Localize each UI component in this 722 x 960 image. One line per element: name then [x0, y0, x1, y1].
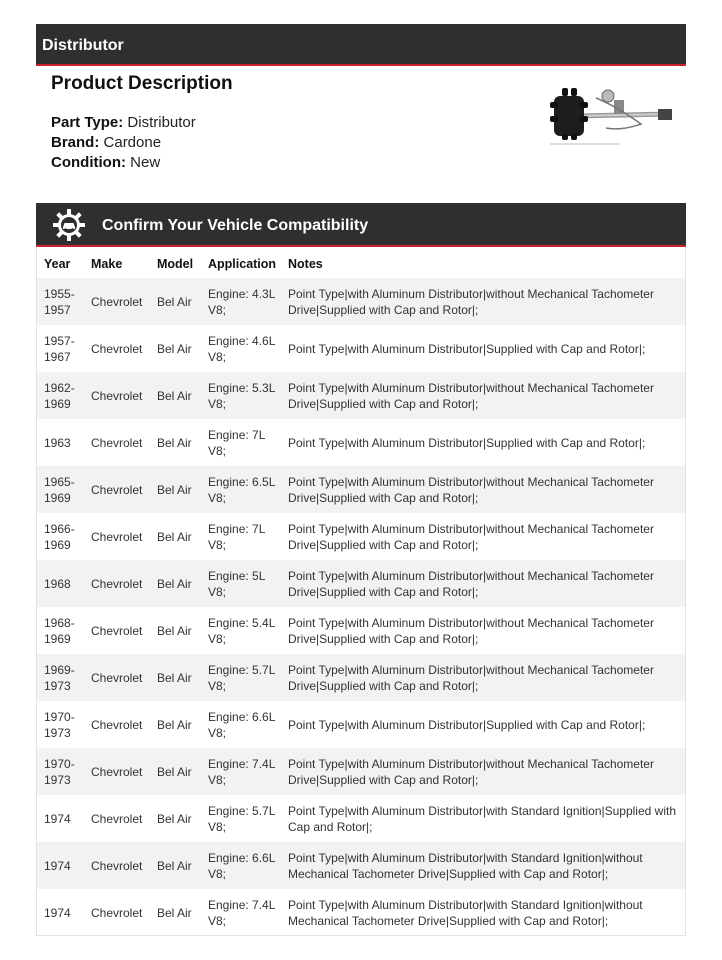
year-cell: 1974: [44, 905, 71, 920]
application-cell: Engine: 4.6L V8;: [208, 333, 275, 364]
application-cell: Engine: 7.4L V8;: [208, 897, 275, 928]
year-cell: 1966-1969: [44, 521, 75, 552]
table-row: [37, 842, 685, 889]
table-row: [37, 325, 685, 372]
compatibility-title: Confirm Your Vehicle Compatibility: [102, 217, 369, 234]
application-cell: Engine: 5.4L V8;: [208, 615, 275, 646]
make-cell: Chevrolet: [91, 811, 143, 826]
year-cell: 1969-1973: [44, 662, 75, 693]
year-cell: 1968: [44, 576, 71, 591]
year-cell: 1963: [44, 435, 71, 450]
make-cell: Chevrolet: [91, 482, 143, 497]
spec-label: Condition:: [51, 154, 126, 171]
table-row: [37, 372, 685, 419]
year-cell: 1970-1973: [44, 709, 75, 740]
make-cell: Chevrolet: [91, 529, 143, 544]
table-row: [37, 889, 685, 936]
page-title: Distributor: [42, 37, 124, 54]
table-header: [37, 247, 685, 278]
model-cell: Bel Air: [157, 482, 192, 497]
notes-cell: Point Type|with Aluminum Distributor|without Mechanical Tachometer Drive|Supplied with Cap and Rotor|;: [288, 380, 654, 411]
distributor-product-image: [546, 76, 682, 148]
make-cell: Chevrolet: [91, 341, 143, 356]
application-cell: Engine: 5L V8;: [208, 568, 265, 599]
table-row: [37, 278, 685, 325]
model-cell: Bel Air: [157, 294, 192, 309]
application-cell: Engine: 6.6L V8;: [208, 850, 275, 881]
column-header-model: Model: [157, 257, 194, 271]
model-cell: Bel Air: [157, 576, 192, 591]
column-header-make: Make: [91, 257, 123, 271]
application-cell: Engine: 7.4L V8;: [208, 756, 275, 787]
year-cell: 1968-1969: [44, 615, 75, 646]
table-row: [37, 560, 685, 607]
make-cell: Chevrolet: [91, 764, 143, 779]
spec-label: Part Type:: [51, 114, 124, 131]
table-row: [37, 419, 685, 466]
make-cell: Chevrolet: [91, 623, 143, 638]
make-cell: Chevrolet: [91, 717, 143, 732]
application-cell: Engine: 5.3L V8;: [208, 380, 275, 411]
title-bar: [36, 24, 686, 66]
make-cell: Chevrolet: [91, 294, 143, 309]
spec-part-type: [51, 114, 196, 131]
column-header-year: Year: [44, 257, 71, 271]
make-cell: Chevrolet: [91, 388, 143, 403]
model-cell: Bel Air: [157, 529, 192, 544]
model-cell: Bel Air: [157, 388, 192, 403]
table-row: [37, 654, 685, 701]
model-cell: Bel Air: [157, 717, 192, 732]
make-cell: Chevrolet: [91, 670, 143, 685]
spec-value: Cardone: [103, 134, 162, 151]
model-cell: Bel Air: [157, 670, 192, 685]
notes-cell: Point Type|with Aluminum Distributor|Supplied with Cap and Rotor|;: [288, 435, 646, 450]
column-header-application: Application: [208, 257, 277, 271]
make-cell: Chevrolet: [91, 576, 143, 591]
year-cell: 1970-1973: [44, 756, 75, 787]
notes-cell: Point Type|with Aluminum Distributor|without Mechanical Tachometer Drive|Supplied with Cap and Rotor|;: [288, 662, 654, 693]
make-cell: Chevrolet: [91, 435, 143, 450]
compatibility-header: [36, 203, 686, 247]
spec-label: Brand:: [51, 134, 100, 151]
gear-car-icon: [52, 208, 86, 242]
notes-cell: Point Type|with Aluminum Distributor|Supplied with Cap and Rotor|;: [288, 717, 646, 732]
table-row: [37, 795, 685, 842]
model-cell: Bel Air: [157, 858, 192, 873]
year-cell: 1965-1969: [44, 474, 75, 505]
notes-cell: Point Type|with Aluminum Distributor|with Standard Ignition|without Mechanical Tachometer Drive|Supplied with Cap and Rotor|;: [288, 850, 643, 881]
notes-cell: Point Type|with Aluminum Distributor|without Mechanical Tachometer Drive|Supplied with Cap and Rotor|;: [288, 474, 654, 505]
column-header-notes: Notes: [288, 257, 323, 271]
model-cell: Bel Air: [157, 435, 192, 450]
application-cell: Engine: 7L V8;: [208, 521, 265, 552]
table-row: [37, 607, 685, 654]
notes-cell: Point Type|with Aluminum Distributor|without Mechanical Tachometer Drive|Supplied with Cap and Rotor|;: [288, 615, 654, 646]
application-cell: Engine: 6.5L V8;: [208, 474, 275, 505]
application-cell: Engine: 4.3L V8;: [208, 286, 275, 317]
application-cell: Engine: 5.7L V8;: [208, 803, 275, 834]
model-cell: Bel Air: [157, 623, 192, 638]
notes-cell: Point Type|with Aluminum Distributor|with Standard Ignition|Supplied with Cap and Rotor|;: [288, 803, 676, 834]
year-cell: 1974: [44, 811, 71, 826]
compatibility-table: [36, 247, 686, 936]
notes-cell: Point Type|with Aluminum Distributor|without Mechanical Tachometer Drive|Supplied with Cap and Rotor|;: [288, 568, 654, 599]
model-cell: Bel Air: [157, 764, 192, 779]
notes-cell: Point Type|with Aluminum Distributor|without Mechanical Tachometer Drive|Supplied with Cap and Rotor|;: [288, 521, 654, 552]
spec-condition: [51, 154, 160, 171]
make-cell: Chevrolet: [91, 905, 143, 920]
year-cell: 1957-1967: [44, 333, 75, 364]
notes-cell: Point Type|with Aluminum Distributor|without Mechanical Tachometer Drive|Supplied with Cap and Rotor|;: [288, 286, 654, 317]
application-cell: Engine: 7L V8;: [208, 427, 265, 458]
table-row: [37, 513, 685, 560]
model-cell: Bel Air: [157, 905, 192, 920]
table-row: [37, 466, 685, 513]
notes-cell: Point Type|with Aluminum Distributor|Supplied with Cap and Rotor|;: [288, 341, 646, 356]
notes-cell: Point Type|with Aluminum Distributor|without Mechanical Tachometer Drive|Supplied with Cap and Rotor|;: [288, 756, 654, 787]
product-description-heading: Product Description: [51, 73, 233, 94]
table-body: [37, 278, 685, 936]
year-cell: 1955-1957: [44, 286, 75, 317]
notes-cell: Point Type|with Aluminum Distributor|with Standard Ignition|without Mechanical Tachometer Drive|Supplied with Cap and Rotor|;: [288, 897, 643, 928]
spec-brand: [51, 134, 161, 151]
year-cell: 1974: [44, 858, 71, 873]
spec-value: Distributor: [127, 114, 196, 131]
make-cell: Chevrolet: [91, 858, 143, 873]
model-cell: Bel Air: [157, 811, 192, 826]
spec-value: New: [130, 154, 161, 171]
application-cell: Engine: 5.7L V8;: [208, 662, 275, 693]
application-cell: Engine: 6.6L V8;: [208, 709, 275, 740]
table-row: [37, 701, 685, 748]
table-row: [37, 748, 685, 795]
year-cell: 1962-1969: [44, 380, 75, 411]
model-cell: Bel Air: [157, 341, 192, 356]
